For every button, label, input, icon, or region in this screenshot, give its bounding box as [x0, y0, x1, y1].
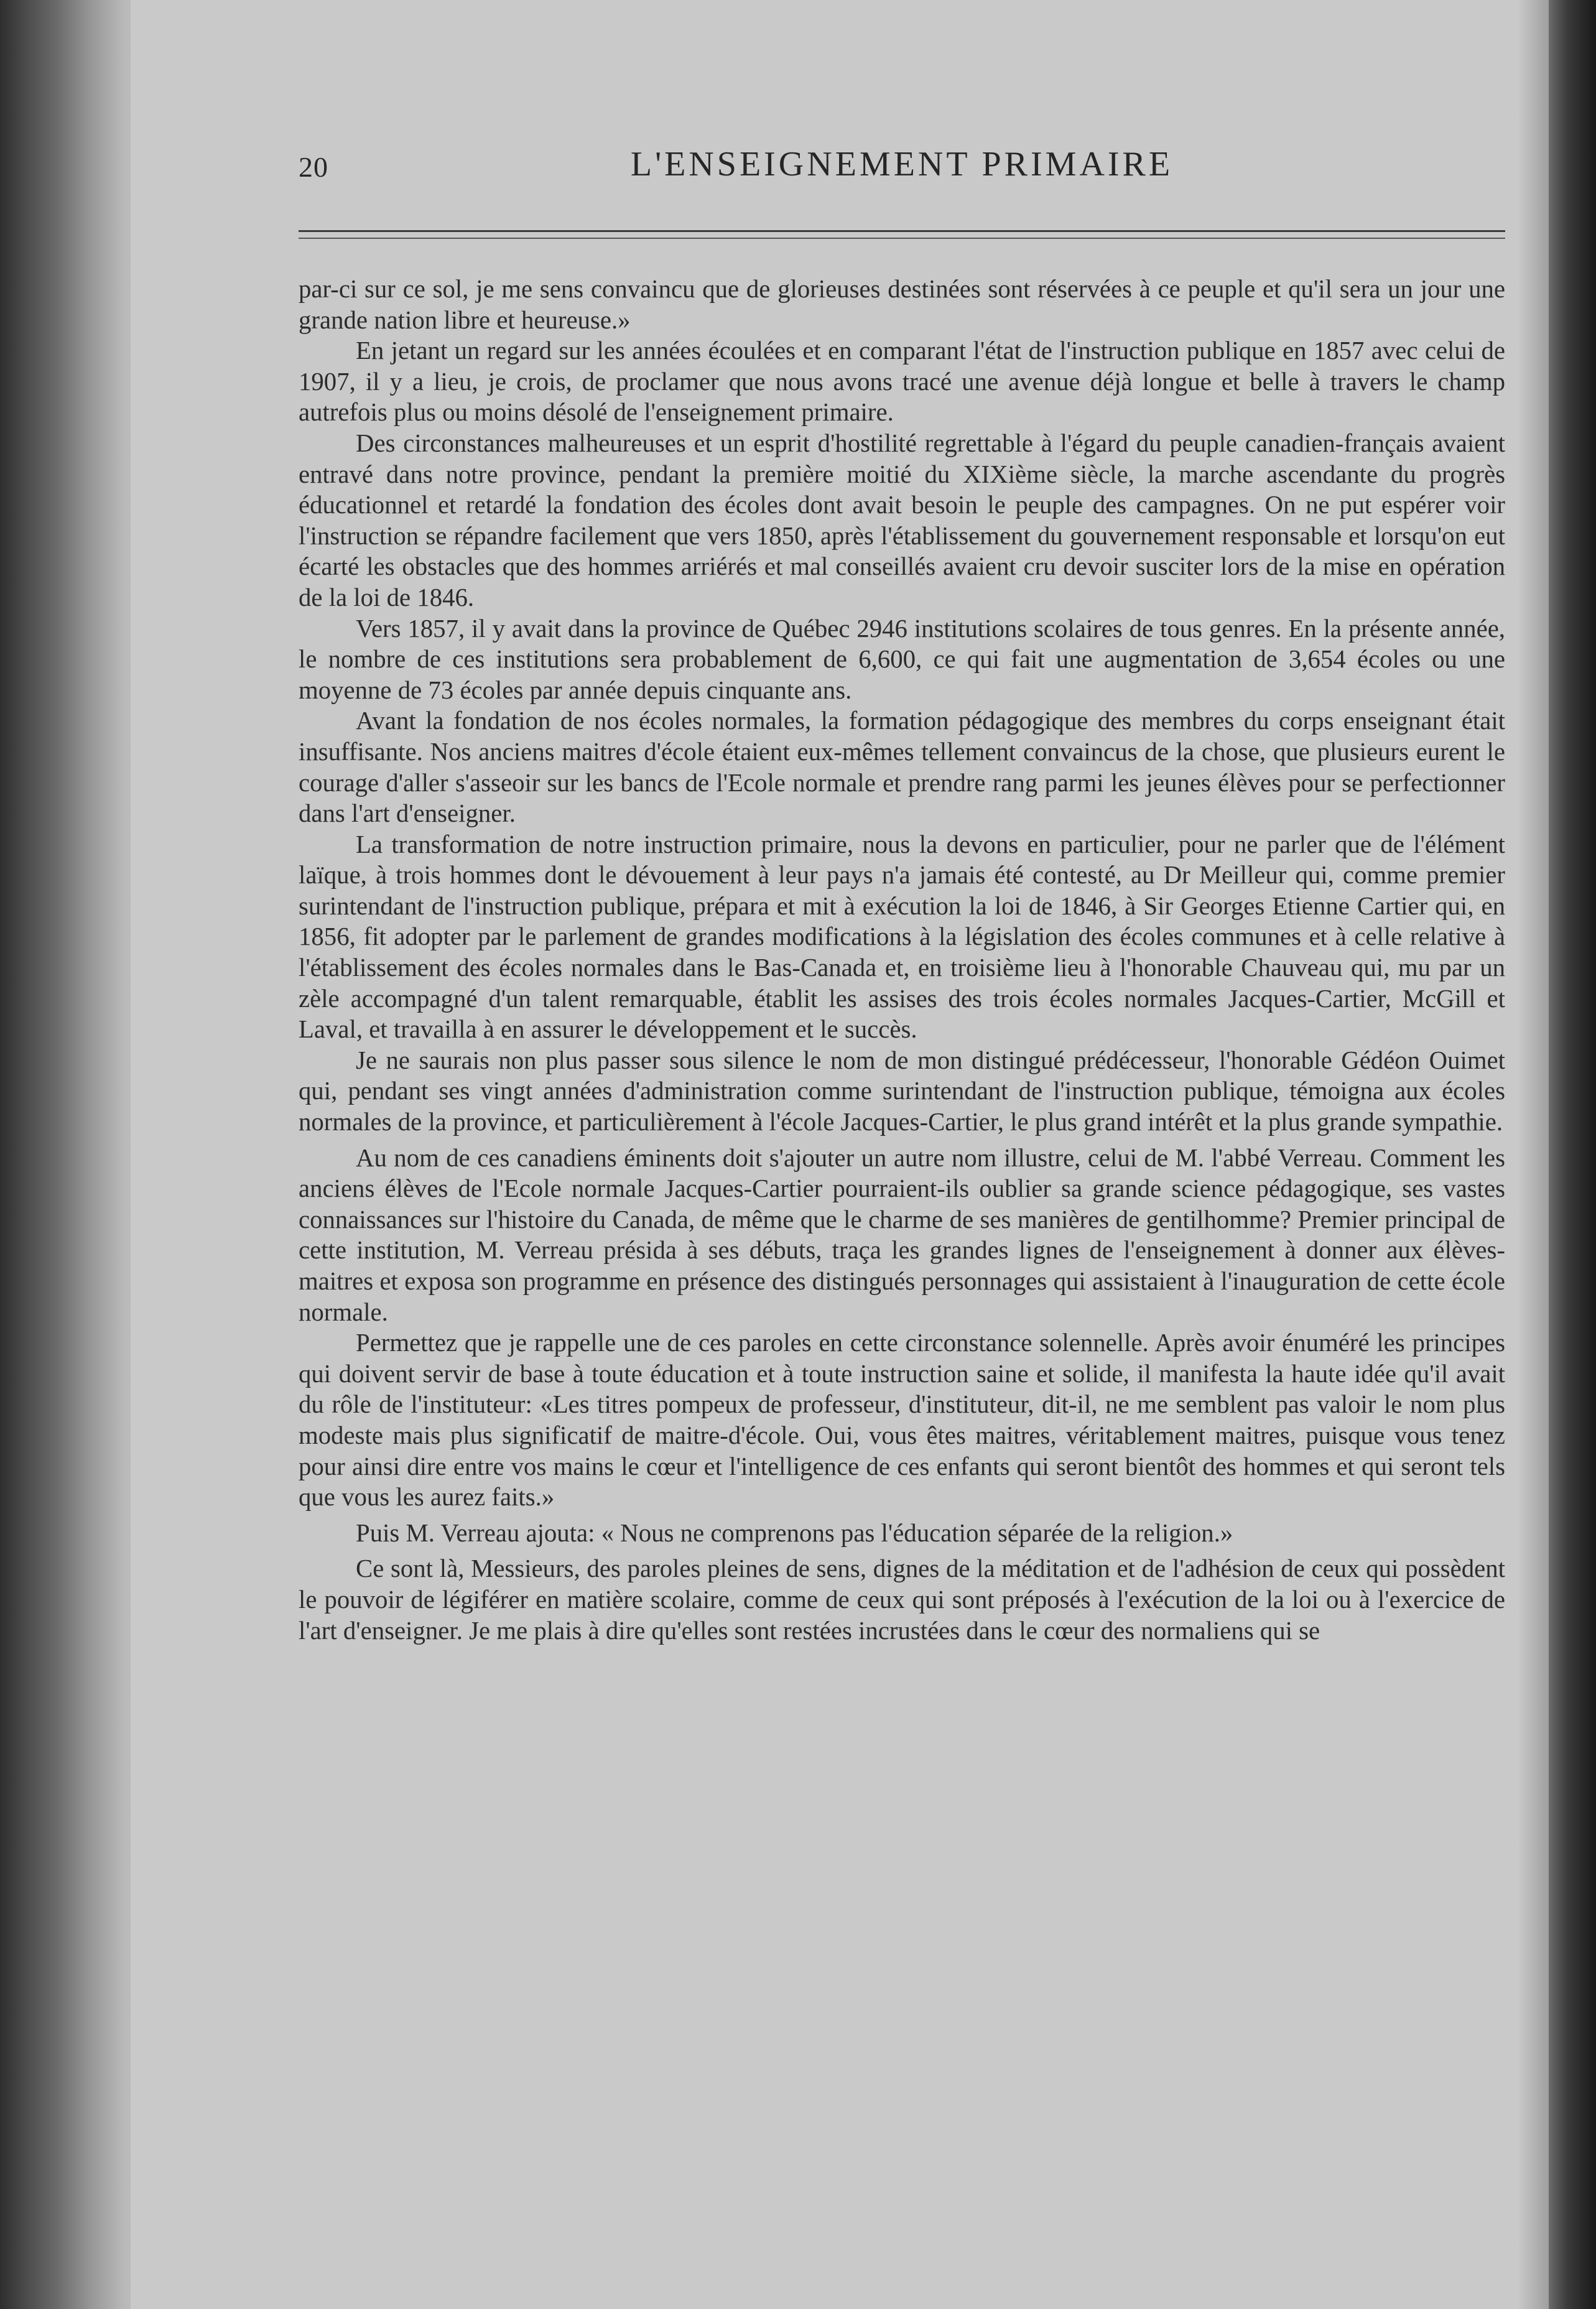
page-title: L'ENSEIGNEMENT PRIMAIRE: [630, 145, 1174, 184]
body-text: [299, 274, 1505, 1646]
paragraph: La transformation de notre instruction primaire, nous la devons en particulier, pour ne parler que de l'élément laïque, à trois hommes dont le dévouement à leur pays n'a jamais été contesté, au Dr Meilleur qui, comme premier surintendant de l'instruction publique, prépara et mit à exécution la loi de 1846, à Sir Georges Etienne Cartier qui, en 1856, fit adopter par le parlement de grandes modifications à la législation des écoles communes et à celle relative à l'établissement des écoles normales dans le Bas-Canada et, en troisième lieu à l'honorable Chauveau qui, mu par un zèle accompagné d'un talent remarquable, établit les assises des trois écoles normales Jacques-Cartier, McGill et Laval, et travailla à en assurer le développement et le succès.: [299, 830, 1505, 1044]
paragraph: Avant la fondation de nos écoles normales, la formation pédagogique des membres du corps enseignant était insuffisante. Nos anciens maitres d'école étaient eux-mêmes tellement convaincus de la chose, que plusieurs eurent le courage d'aller s'asseoir sur les bancs de l'Ecole normale et prendre rang parmi les jeunes élèves pour se perfectionner dans l'art d'enseigner.: [299, 707, 1505, 828]
paragraph: Vers 1857, il y avait dans la province de Québec 2946 institutions scolaires de tous genres. En la présente année, le nombre de ces institutions sera probablement de 6,600, ce qui fait une augmentation de 3,654 écoles ou une moyenne de 73 écoles par année depuis cinquante ans.: [299, 614, 1505, 704]
paragraph: Au nom de ces canadiens éminents doit s'ajouter un autre nom illustre, celui de M. l'abbé Verreau. Comment les anciens élèves de l'Ecole normale Jacques-Cartier pourraient-ils oublier sa grande science pédagogique, ses vastes connaissances sur l'histoire du Canada, de même que le charme de ses manières de gentilhomme? Premier principal de cette institution, M. Verreau présida à ses débuts, traça les grandes lignes de l'enseignement à donner aux élèves-maitres et exposa son programme en présence des distingués personnages qui assistaient à l'inauguration de cette école normale.: [299, 1143, 1505, 1326]
page-number: 20: [299, 151, 328, 183]
paragraph: Je ne saurais non plus passer sous silence le nom de mon distingué prédécesseur, l'honorable Gédéon Ouimet qui, pendant ses vingt années d'administration comme surintendant de l'instruction publique, témoigna aux écoles normales de la province, et particulièrement à l'école Jacques-Cartier, le plus grand intérêt et la plus grande sympathie.: [299, 1046, 1505, 1136]
running-head: [299, 144, 1505, 188]
paragraph: par-ci sur ce sol, je me sens convaincu que de glorieuses destinées sont réservées à ce peuple et qu'il sera un jour une grande nation libre et heureuse.»: [299, 275, 1505, 334]
binding-shadow: [1518, 0, 1596, 2309]
paragraph: Ce sont là, Messieurs, des paroles pleines de sens, dignes de la méditation et de l'adhésion de ceux qui possèdent le pouvoir de légiférer en matière scolaire, comme de ceux qui sont préposés à l'exécution de la loi ou à l'exercice de l'art d'enseigner. Je me plais à dire qu'elles sont restées incrustées dans le cœur des normaliens qui se: [299, 1554, 1505, 1645]
paragraph: Permettez que je rappelle une de ces paroles en cette circonstance solennelle. Après avoir énuméré les principes qui doivent servir de base à toute éducation et à toute instruction saine et solide, il manifesta la haute idée qu'il avait du rôle de l'instituteur: «Les titres pompeux de professeur, d'instituteur, dit-il, ne me semblent pas valoir le nom plus modeste mais plus significatif de maitre-d'école. Oui, vous êtes maitres, véritablement maitres, puisque vous tenez pour ainsi dire entre vos mains le cœur et l'intelligence de ces enfants qui seront bientôt des hommes et qui seront tels que vous les aurez faits.»: [299, 1329, 1505, 1512]
paragraph: Puis M. Verreau ajouta: « Nous ne comprenons pas l'éducation séparée de la religion.»: [356, 1518, 1233, 1547]
header-rule: [299, 230, 1505, 239]
paragraph: En jetant un regard sur les années écoulées et en comparant l'état de l'instruction publique en 1857 avec celui de 1907, il y a lieu, je crois, de proclamer que nous avons tracé une avenue déjà longue et belle à travers le champ autrefois plus ou moins désolé de l'enseignement primaire.: [299, 337, 1505, 427]
paragraph: Des circonstances malheureuses et un esprit d'hostilité regrettable à l'égard du peuple canadien-français avaient entravé dans notre province, pendant la première moitié du XIXième siècle, la marche ascendante du progrès éducationnel et retardé la fondation des écoles dont avait besoin le peuple des campagnes. On ne put espérer voir l'instruction se répandre facilement que vers 1850, après l'établissement du gouvernement responsable et lorsqu'on eut écarté les obstacles que des hommes arriérés et mal conseillés avaient cru devoir susciter lors de la mise en opération de la loi de 1846.: [299, 429, 1505, 611]
